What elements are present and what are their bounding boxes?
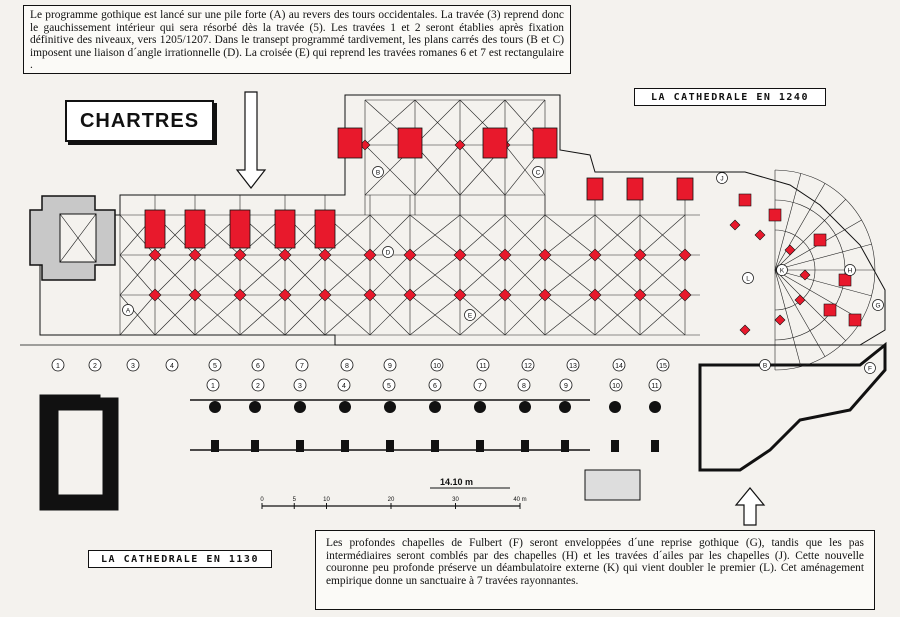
letter-marker-label: E: [467, 312, 473, 320]
bay-1130-number: 3: [298, 383, 302, 390]
bay-1130-number: 4: [342, 383, 346, 390]
bay-1240-number: 3: [131, 363, 135, 370]
page-title: CHARTRES: [65, 100, 214, 142]
column-1130: [431, 440, 439, 452]
column-1130: [341, 440, 349, 452]
column-1130: [519, 401, 531, 413]
scale-tick-label: 0: [260, 497, 264, 503]
letter-marker-label: B: [762, 362, 768, 370]
apse-1130: [700, 345, 885, 470]
bay-1130-number: 9: [564, 383, 568, 390]
bay-1240-number: 2: [93, 363, 97, 370]
letter-marker-label: F: [868, 365, 872, 373]
chapel-mass: [769, 209, 781, 221]
column-1130: [609, 401, 621, 413]
column-1130: [559, 401, 571, 413]
bay-1130-number: 8: [522, 383, 526, 390]
pier-choir: [800, 270, 810, 280]
bay-1240-number: 5: [213, 363, 217, 370]
bay-1240-number: 4: [170, 363, 174, 370]
letter-marker-label: D: [385, 249, 391, 257]
chapel-mass: [824, 304, 836, 316]
bay-1240-number: 7: [300, 363, 304, 370]
column-1130: [474, 401, 486, 413]
pier-1240: [454, 289, 466, 301]
pier-choir: [740, 325, 750, 335]
column-1130: [429, 401, 441, 413]
bay-1240-number: 15: [659, 363, 667, 370]
bay-1240-number: 14: [615, 363, 623, 370]
chapel-mass: [849, 314, 861, 326]
chapel-mass: [839, 274, 851, 286]
bay-1130-number: 11: [651, 383, 659, 390]
crypt-block: [585, 470, 640, 500]
choir-buttress: [587, 178, 603, 200]
bottom-note: Les profondes chapelles de Fulbert (F) seront enveloppées d´une reprise gothique (G), tandis que les pas intermédiaires seront comblés par des chapelles (H) et les travées d´ailes par les chapelles (J). Cette nouvelle couronne peu profonde préserve un déambulatoire externe (K) qui vient doubler le premier (L). Cet aménagement empirique donne un sanctuaire à 7 travées rayonnantes.: [315, 530, 875, 610]
column-1130: [296, 440, 304, 452]
column-1130: [651, 440, 659, 452]
bay-1130-number: 7: [478, 383, 482, 390]
column-1130: [561, 440, 569, 452]
scale-tick-label: 30: [452, 497, 459, 503]
scale-tick-label: 5: [292, 497, 296, 503]
column-1130: [209, 401, 221, 413]
bay-1240-number: 13: [569, 363, 577, 370]
buttress: [145, 210, 165, 248]
column-1130: [384, 401, 396, 413]
tower-1130-interior: [58, 410, 103, 495]
column-1130: [521, 440, 529, 452]
letter-marker-label: C: [535, 169, 541, 177]
bay-1240-number: 8: [345, 363, 349, 370]
top-note: Le programme gothique est lancé sur une pile forte (A) au revers des tours occidentales. La travée (3) reprend donc le gauchissement intérieur qui sera résorbé dès la travée (5). Les travées 1 et 2 seront établies après fixation définitive des niveaux, vers 1205/1207. Dans le transept programmé tardivement, les plans carrés des tours (B et C) imposent une liaison d´angle irrationnelle (D). La croisée (E) qui reprend les travées romanes 6 et 7 est rectangulaire .: [23, 5, 571, 74]
label-cathedral-1130: LA CATHEDRALE EN 1130: [88, 550, 272, 568]
pier-1240: [634, 249, 646, 261]
transept-buttress: [398, 128, 422, 158]
column-1130: [476, 440, 484, 452]
pier-1240: [589, 249, 601, 261]
pier-choir: [730, 220, 740, 230]
bay-1240-number: 10: [433, 363, 441, 370]
transept-buttress: [533, 128, 557, 158]
letter-marker-label: H: [847, 267, 853, 275]
buttress: [275, 210, 295, 248]
bay-1130-number: 10: [612, 383, 620, 390]
bay-1130-number: 2: [256, 383, 260, 390]
pier-1240: [234, 289, 246, 301]
buttress: [315, 210, 335, 248]
pier-1240: [679, 289, 691, 301]
label-cathedral-1240: LA CATHEDRALE EN 1240: [634, 88, 826, 106]
choir-buttress: [677, 178, 693, 200]
transept-buttress: [338, 128, 362, 158]
transept-buttress: [483, 128, 507, 158]
column-1130: [649, 401, 661, 413]
letter-marker-label: A: [125, 307, 131, 315]
buttress: [230, 210, 250, 248]
column-1130: [294, 401, 306, 413]
arrow-down-icon: [237, 92, 265, 188]
pier-choir: [755, 230, 765, 240]
pier-choir: [775, 315, 785, 325]
letter-marker-label: L: [746, 275, 750, 283]
arrow-up-icon: [736, 488, 764, 525]
choir-buttress: [627, 178, 643, 200]
bay-1240-number: 12: [524, 363, 532, 370]
column-1130: [251, 440, 259, 452]
chapel-mass: [814, 234, 826, 246]
pier-1240: [454, 249, 466, 261]
bay-1240-number: 9: [388, 363, 392, 370]
column-1130: [611, 440, 619, 452]
buttress: [185, 210, 205, 248]
scale-tick-label: 10: [323, 497, 330, 503]
bay-1130-number: 6: [433, 383, 437, 390]
chapel-mass: [739, 194, 751, 206]
pier-1240: [679, 249, 691, 261]
scale-tick-label: 20: [387, 497, 395, 503]
column-1130: [211, 440, 219, 452]
pier-choir: [785, 245, 795, 255]
letter-marker-label: G: [875, 302, 881, 310]
bay-1130-number: 1: [211, 383, 215, 390]
letter-marker-label: B: [375, 169, 381, 177]
bay-1240-number: 11: [479, 363, 487, 370]
pier-1240: [234, 249, 246, 261]
pier-1240: [589, 289, 601, 301]
bay-1240-number: 1: [56, 363, 60, 370]
pier-1240: [634, 289, 646, 301]
column-1130: [339, 401, 351, 413]
bay-1130-number: 5: [387, 383, 391, 390]
letter-marker-label: K: [779, 267, 785, 275]
column-1130: [249, 401, 261, 413]
bay-1240-number: 6: [256, 363, 260, 370]
scale-length-label: 14.10 m: [440, 477, 474, 487]
scale-tick-label: 40 m: [513, 497, 527, 503]
letter-marker-label: J: [720, 175, 724, 183]
column-1130: [386, 440, 394, 452]
